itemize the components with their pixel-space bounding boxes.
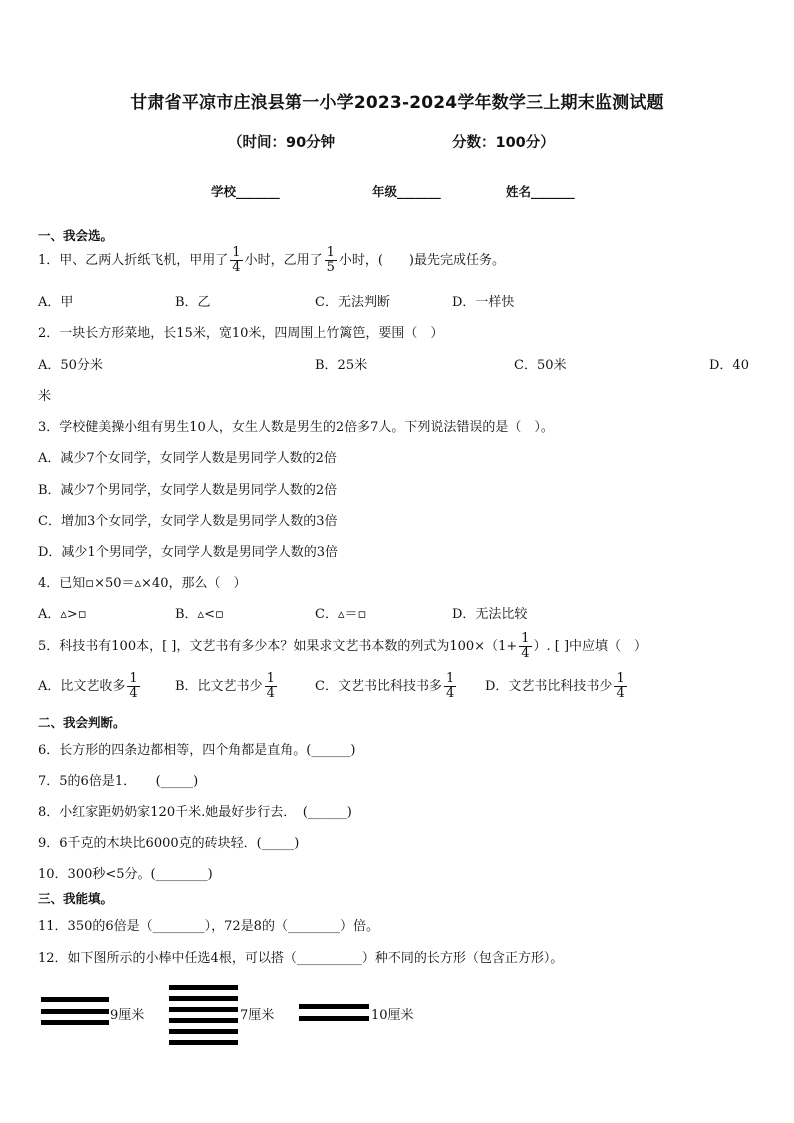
section-fill: 三、我能填。 (38, 891, 114, 906)
stick (299, 1004, 369, 1009)
q5-option-c[interactable]: C．文艺书比科技书多 $\frac{1}{4}$ (315, 671, 455, 701)
stick (299, 1016, 369, 1021)
question-7[interactable]: 7．5的6倍是1． (_____) (38, 774, 199, 789)
exam-title: 甘肃省平凉市庄浪县第一小学2023-2024学年数学三上期末监测试题 (130, 93, 664, 113)
q2-option-a[interactable]: A．50分米 (38, 358, 103, 373)
section-choose: 一、我会选。 (38, 228, 114, 243)
q5-option-b[interactable]: B．比文艺书少 $\frac{1}{4}$ (175, 671, 275, 701)
q5-option-a[interactable]: A．比文艺收多 $\frac{1}{4}$ (38, 671, 138, 701)
q2-option-b[interactable]: B．25米 (315, 358, 368, 373)
name-field[interactable]: 姓名_______ (506, 184, 575, 199)
question-11[interactable]: 11．350的6倍是（________），72是8的（________）倍。 (38, 919, 379, 934)
question-10[interactable]: 10．300秒<5分。(________) (38, 867, 213, 882)
question-12[interactable]: 12．如下图所示的小棒中任选4根，可以搭（__________）种不同的长方形（包含正方形）。 (38, 951, 564, 966)
question-8[interactable]: 8．小红家距奶奶家120千米.她最好步行去． (______) (38, 805, 352, 820)
q1-option-b[interactable]: B．乙 (175, 295, 211, 310)
stick (169, 1029, 238, 1034)
q3-option-c[interactable]: C．增加3个女同学，女同学人数是男同学人数的3倍 (38, 514, 338, 529)
q2-option-c[interactable]: C．50米 (514, 358, 567, 373)
question-9[interactable]: 9．6千克的木块比6000克的砖块轻．(_____) (38, 836, 300, 851)
fraction-one-quarter: $\frac{1}{4}$ (232, 245, 241, 275)
q2-option-d-wrap: 米 (38, 389, 52, 404)
stick-length-label: 10厘米 (371, 1008, 414, 1023)
q4-option-a[interactable]: A．▵>▫ (38, 607, 87, 622)
question-2: 2．一块长方形菜地，长15米，宽10米，四周围上竹篱笆，要围（ ） (38, 326, 444, 341)
time-limit: （时间：90分钟 (228, 135, 336, 151)
grade-field[interactable]: 年级_______ (372, 184, 441, 199)
q5-option-d[interactable]: D．文艺书比科技书少 $\frac{1}{4}$ (485, 671, 625, 701)
fraction-one-quarter: $\frac{1}{4}$ (521, 631, 530, 661)
question-6[interactable]: 6．长方形的四条边都相等，四个角都是直角。(______) (38, 743, 356, 758)
q4-option-b[interactable]: B．▵<▫ (175, 607, 224, 622)
stick (169, 996, 238, 1001)
stick (41, 1020, 109, 1025)
stick (41, 1009, 109, 1014)
stick-length-label: 9厘米 (110, 1008, 145, 1023)
q1-option-c[interactable]: C．无法判断 (315, 295, 390, 310)
q3-option-a[interactable]: A．减少7个女同学，女同学人数是男同学人数的2倍 (38, 451, 337, 466)
total-score: 分数：100分） (452, 135, 555, 151)
stick (169, 985, 238, 990)
q3-option-b[interactable]: B．减少7个男同学，女同学人数是男同学人数的2倍 (38, 483, 338, 498)
q2-option-d[interactable]: D．40 (709, 358, 749, 373)
question-4: 4．已知▫×50＝▵×40，那么（ ） (38, 576, 247, 591)
section-judge: 二、我会判断。 (38, 715, 126, 730)
q4-option-d[interactable]: D．无法比较 (452, 607, 528, 622)
question-5: 5．科技书有100本，[ ]，文艺书有多少本？如果求文艺书本数的列式为100×（1+ $\frac{1}{4}$ ）. [ ]中应填（ ） (38, 631, 648, 661)
q1-option-a[interactable]: A．甲 (38, 295, 74, 310)
question-1: 1．甲、乙两人折纸飞机，甲用了 $\frac{1}{4}$ 小时，乙用了 $\frac{1}{5}$ 小时，( )最先完成任务。 (38, 245, 506, 275)
stick (169, 1007, 238, 1012)
stick (169, 1018, 238, 1023)
school-field[interactable]: 学校_______ (211, 184, 280, 199)
q3-option-d[interactable]: D．减少1个男同学，女同学人数是男同学人数的3倍 (38, 545, 338, 560)
question-3: 3．学校健美操小组有男生10人，女生人数是男生的2倍多7人。下列说法错误的是（ ）。 (38, 420, 554, 435)
q1-option-d[interactable]: D．一样快 (452, 295, 515, 310)
fraction-one-fifth: $\frac{1}{5}$ (326, 245, 335, 275)
stick (169, 1040, 238, 1045)
stick (41, 997, 109, 1002)
stick-length-label: 7厘米 (240, 1008, 275, 1023)
q4-option-c[interactable]: C．▵＝▫ (315, 607, 367, 622)
